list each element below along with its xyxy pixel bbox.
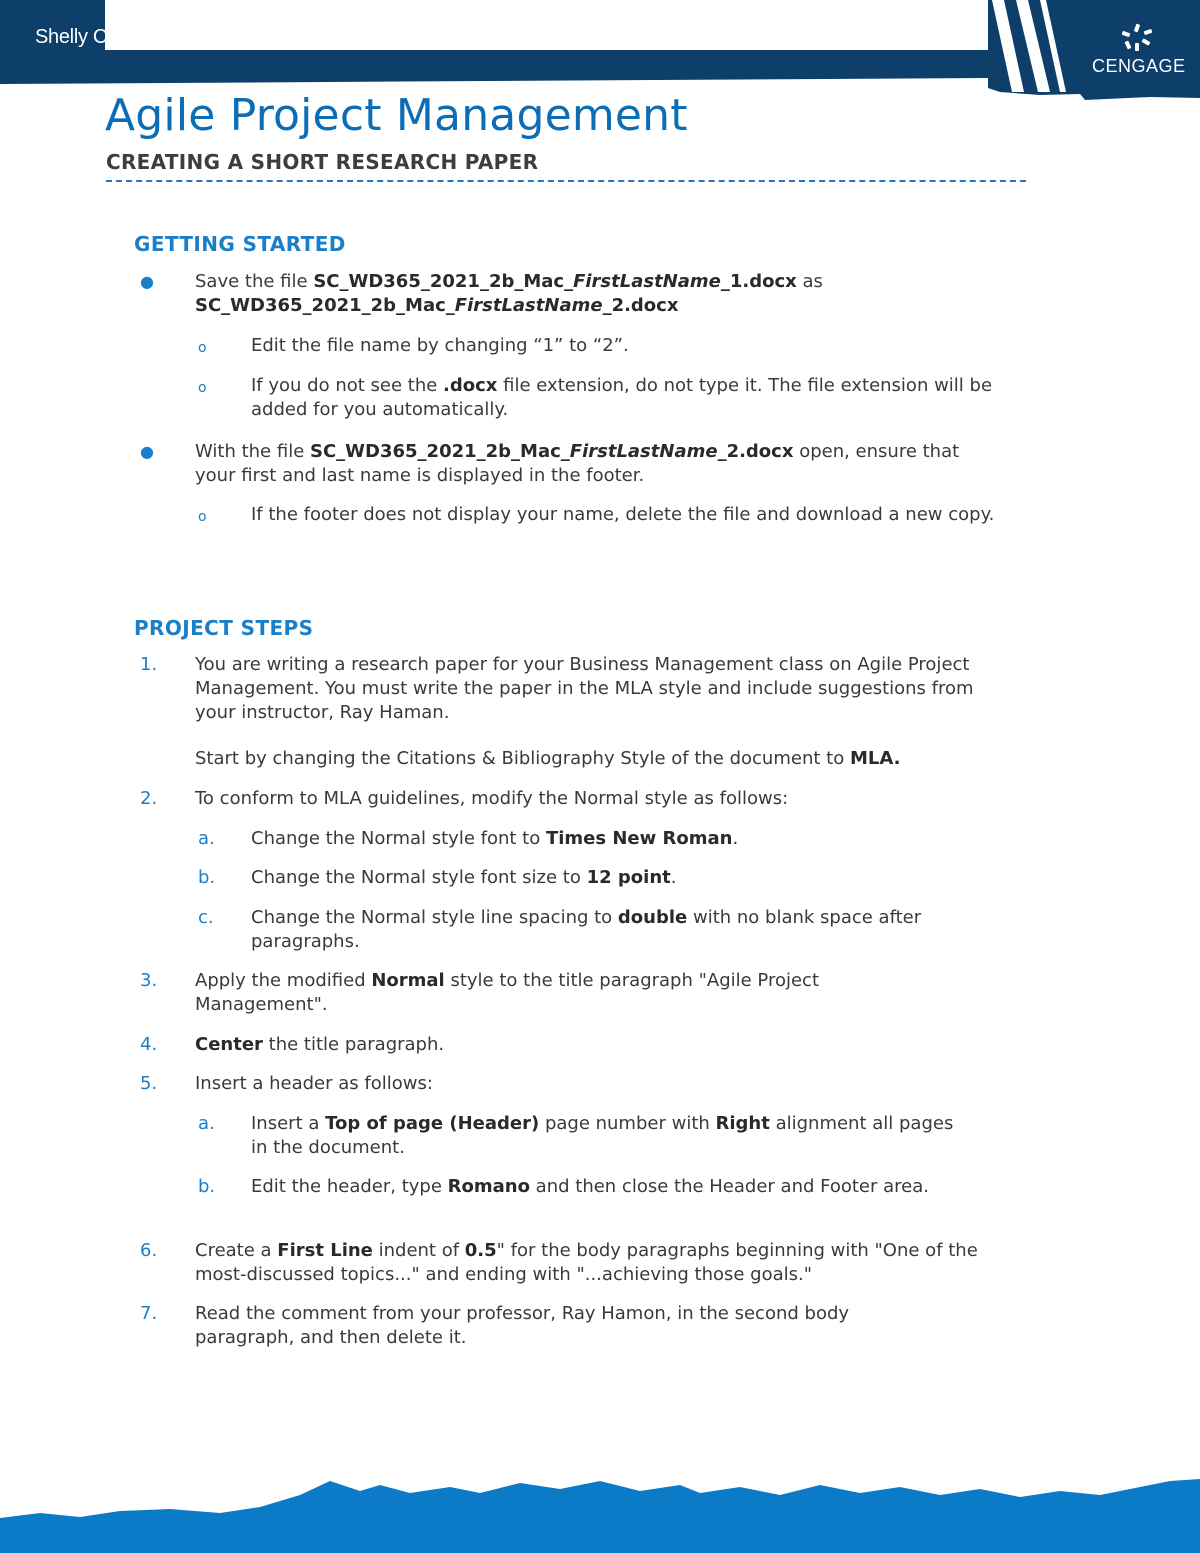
step-number: 2. — [140, 788, 158, 809]
section-heading-project-steps: PROJECT STEPS — [134, 616, 314, 640]
step-item: Insert a header as follows: — [195, 1073, 433, 1094]
cengage-logo-icon — [1120, 22, 1154, 52]
list-item: Save the file SC_WD365_2021_2b_Mac_FirstLastName_1.docx as SC_WD365_2021_2b_Mac_FirstLastName_2.docx — [195, 271, 823, 316]
section-heading-getting-started: GETTING STARTED — [134, 232, 346, 256]
circle-bullet-icon: o — [198, 340, 207, 356]
step-item: Read the comment from your professor, Ray Hamon, in the second body paragraph, and then delete it. — [195, 1303, 850, 1348]
substep-label: b. — [198, 1176, 216, 1197]
brand-name: CENGAGE — [1092, 56, 1186, 76]
header-author-text: Shelly C — [35, 26, 108, 48]
bullet-icon: ● — [140, 272, 154, 291]
list-item: If the footer does not display your name, delete the file and download a new copy. — [251, 504, 995, 525]
substep-item: Insert a Top of page (Header) page number with Right alignment all pages in the document. — [251, 1113, 954, 1158]
step-item: You are writing a research paper for your Business Management class on Agile Project Management. You must write the paper in the MLA style and include suggestions from your instructor, Ray Haman. — [195, 654, 974, 723]
substep-label: c. — [198, 907, 214, 928]
substep-item: Change the Normal style font size to 12 point. — [251, 867, 677, 888]
header-banner — [0, 0, 1200, 100]
step-item-followup: Start by changing the Citations & Bibliography Style of the document to MLA. — [195, 748, 901, 769]
substep-label: a. — [198, 1113, 215, 1134]
document-title: Agile Project Management — [105, 90, 688, 141]
step-item: Create a First Line indent of 0.5" for the body paragraphs beginning with "One of the most-discussed topics..." and ending with "...achieving those goals." — [195, 1240, 978, 1285]
step-number: 6. — [140, 1240, 158, 1261]
step-number: 7. — [140, 1303, 158, 1324]
list-item: Edit the file name by changing “1” to “2”. — [251, 335, 629, 356]
circle-bullet-icon: o — [198, 509, 207, 525]
title-divider — [106, 180, 1026, 182]
footer-wave-decoration — [0, 1473, 1200, 1553]
list-item: With the file SC_WD365_2021_2b_Mac_FirstLastName_2.docx open, ensure that your first and last name is displayed in the footer. — [195, 441, 960, 486]
substep-label: a. — [198, 828, 215, 849]
step-number: 4. — [140, 1034, 158, 1055]
substep-label: b. — [198, 867, 216, 888]
substep-item: Change the Normal style line spacing to double with no blank space after paragraphs. — [251, 907, 922, 952]
step-number: 3. — [140, 970, 158, 991]
step-item: Center the title paragraph. — [195, 1034, 445, 1055]
step-item: Apply the modified Normal style to the title paragraph "Agile Project Management". — [195, 970, 820, 1015]
substep-item: Edit the header, type Romano and then close the Header and Footer area. — [251, 1176, 929, 1197]
list-item: If you do not see the .docx file extension, do not type it. The file extension will be added for you automatically. — [251, 375, 993, 420]
step-item: To conform to MLA guidelines, modify the Normal style as follows: — [195, 788, 789, 809]
substep-item: Change the Normal style font to Times New Roman. — [251, 828, 739, 849]
step-number: 5. — [140, 1073, 158, 1094]
bullet-icon: ● — [140, 442, 154, 461]
document-subtitle: CREATING A SHORT RESEARCH PAPER — [106, 150, 539, 174]
cengage-logo — [1092, 22, 1186, 77]
circle-bullet-icon: o — [198, 380, 207, 396]
step-number: 1. — [140, 654, 158, 675]
